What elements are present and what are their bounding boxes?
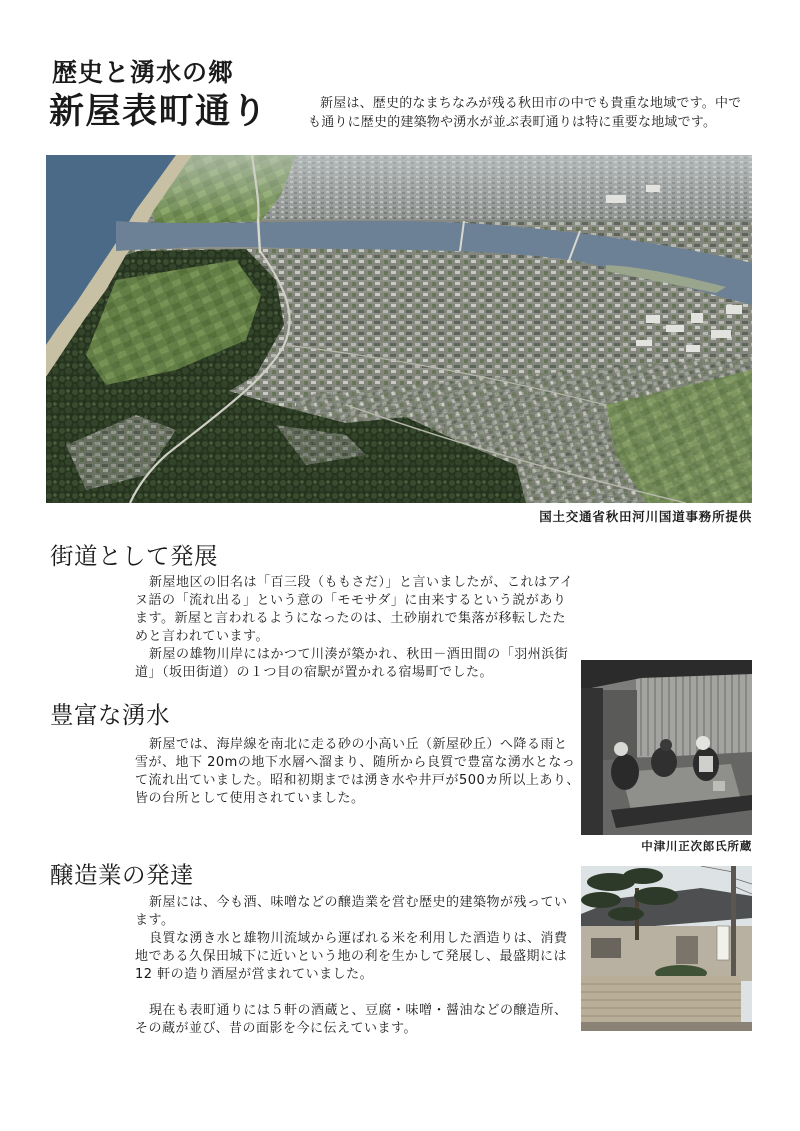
- paragraph: [135, 1002, 568, 1038]
- page-subtitle: 歴史と湧水の郷: [52, 58, 235, 87]
- signboard: [717, 926, 729, 960]
- section-body: [135, 574, 573, 682]
- paragraph: [135, 894, 568, 930]
- intro-paragraph: [308, 95, 741, 132]
- section-body: [135, 736, 580, 808]
- aerial-photo-image: [46, 155, 752, 503]
- intro-line: 新屋は、歴史的なまちなみが残る秋田市の中でも貴重な地域です。中で: [320, 96, 742, 111]
- text-line: 良質な湧き水と雄物川流域から運ばれる米を利用した酒造りは、消費: [149, 931, 568, 946]
- brewery-photo: [581, 866, 752, 1031]
- section-heading: 豊富な湧水: [50, 701, 170, 729]
- brewery-photo-image: [581, 866, 752, 1031]
- paragraph: [135, 736, 580, 808]
- text-line: 地である久保田城下に近いという地の利を生かして発展し、最盛期には: [135, 949, 568, 964]
- wooden-wall: [636, 672, 752, 757]
- aerial-photo-credit: 国土交通省秋田河川国道事務所提供: [539, 509, 752, 524]
- text-line: 12 軒の造り酒屋が営まれていました。: [135, 967, 374, 982]
- paragraph: [135, 574, 573, 646]
- text-line: 新屋地区の旧名は「百三段（ももさだ）」と言いましたが、これはアイ: [149, 575, 574, 590]
- text-line: 雪が、地下 20mの地下水層へ溜まり、随所から良質で豊富な湧水となっ: [135, 755, 576, 770]
- text-line: て流れ出ていました。昭和初期までは湧き水や井戸が500カ所以上あり、: [135, 773, 580, 788]
- text-line: ヌ語の「流れ出る」という意の「モモサダ」に由来するという説があり: [135, 593, 567, 608]
- spring-photo-credit: 中津川正次郎氏所蔵: [641, 839, 752, 853]
- text-line: 現在も表町通りには５軒の酒蔵と、豆腐・味噌・醤油などの醸造所、: [149, 1003, 568, 1018]
- text-line: 新屋では、海岸線を南北に走る砂の小高い丘（新屋砂丘）へ降る雨と: [149, 737, 568, 752]
- page-title: 新屋表町通り: [49, 92, 269, 132]
- text-line: ます。: [135, 913, 175, 928]
- text-line: 新屋には、今も酒、味噌などの醸造業を営む歴史的建築物が残ってい: [149, 895, 568, 910]
- text-line: 新屋の雄物川岸にはかつて川湊が築かれ、秋田－酒田間の「羽州浜街: [149, 647, 569, 662]
- text-line: 道」（坂田街道）の１つ目の宿駅が置かれる宿場町でした。: [135, 665, 494, 680]
- text-line: ます。新屋と言われるようになったのは、土砂崩れで集落が移転したた: [135, 611, 566, 626]
- section-heading: 街道として発展: [50, 542, 218, 570]
- aerial-photo: [46, 155, 752, 503]
- text-line: その蔵が並び、昔の面影を今に伝えています。: [135, 1021, 417, 1036]
- paragraph: [135, 646, 573, 682]
- section-heading: 醸造業の発達: [50, 861, 194, 889]
- text-line: めと言われています。: [135, 629, 269, 644]
- spring-photo-image: [581, 660, 752, 835]
- bucket: [713, 781, 725, 791]
- text-line: 皆の台所として使用されていました。: [135, 791, 365, 806]
- intro-line: も通りに歴史的建築物や湧水が並ぶ表町通りは特に重要な地域です。: [308, 114, 717, 130]
- paragraph: [135, 930, 568, 984]
- section-body: [135, 894, 568, 1038]
- spring-photo: [581, 660, 752, 835]
- ground: [581, 1022, 752, 1031]
